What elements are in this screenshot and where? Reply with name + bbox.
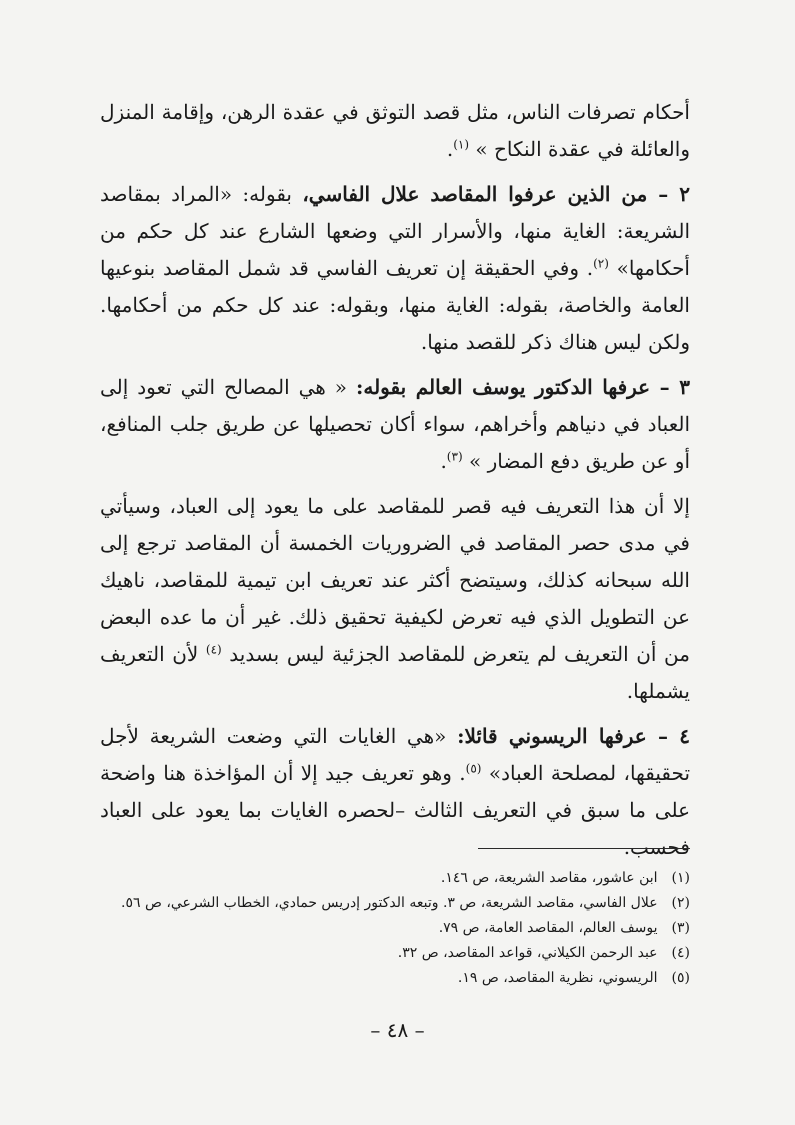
paragraph-4-text-1: إلا أن هذا التعريف فيه قصر للمقاصد على ما يعود إلى العباد، وسيأتي في مدى حصر المقاصد في الضروريات الخمسة أن المقاصد ترجع إلى الله سبحانه كذلك، وسيتضح أكثر عند تعريف ابن تيمية للمقاصد، ناهيك عن التطويل الذي فيه تعرض لكيفية تحقيق ذلك. غير أن ما عده البعض من أن التعريف لم يتعرض للمقاصد الجزئية ليس بسديد <box>100 494 690 666</box>
paragraph-2-heading: ٢ – من الذين عرفوا المقاصد علال الفاسي، <box>302 182 690 206</box>
paragraph-4 <box>100 488 690 710</box>
footnote-item <box>100 916 690 941</box>
footnote-text: ابن عاشور، مقاصد الشريعة، ص ١٤٦. <box>440 870 658 886</box>
paragraph-3-text: « هي المصالح التي تعود إلى العباد في دنياهم وأخراهم، سواء أكان تحصيلها عن طريق جلب المنافع، أو عن طريق دفع المضار » <box>100 375 690 473</box>
paragraph-5 <box>100 718 690 866</box>
footnote-number: (٥) <box>671 970 690 986</box>
paragraph-2-text-1: بقوله: «المراد بمقاصد الشريعة: الغاية منها، والأسرار التي وضعها الشارع عند كل حكم من أحكامها» <box>100 182 690 280</box>
paragraph-3-heading: ٣ – عرفها الدكتور يوسف العالم بقوله: <box>355 375 690 399</box>
paragraph-1-text: أحكام تصرفات الناس، مثل قصد التوثق في عقدة الرهن، وإقامة المنزل والعائلة في عقدة النكاح » <box>100 100 690 161</box>
paragraph-1 <box>100 94 690 168</box>
footnote-divider <box>478 848 690 849</box>
footnote-number: (٤) <box>671 945 690 961</box>
footnote-text: الريسوني، نظرية المقاصد، ص ١٩. <box>457 970 658 986</box>
footnote-text: عبد الرحمن الكيلاني، قواعد المقاصد، ص ٣٢. <box>397 945 658 961</box>
footnote-item <box>100 966 690 991</box>
footnote-ref-4: (٤) <box>205 642 222 657</box>
footnote-number: (٢) <box>671 895 690 911</box>
footnote-ref-2: (٢) <box>593 256 609 271</box>
paragraph-5-text-1: «هي الغايات التي وضعت الشريعة لأجل تحقيقها، لمصلحة العباد» <box>100 724 691 785</box>
page-number: – ٤٨ – <box>370 1018 425 1042</box>
footnote-ref-1: (١) <box>453 137 470 152</box>
paragraph-3-end: . <box>440 449 447 473</box>
footnote-item <box>100 941 690 966</box>
paragraph-5-text-2: . وهو تعريف جيد إلا أن المؤاخذة هنا واضحة على ما سبق في التعريف الثالث –لحصره الغايات بما يعود على العباد فحسب. <box>100 761 690 859</box>
paragraph-2 <box>100 176 690 361</box>
main-text <box>100 94 690 866</box>
footnote-text: علال الفاسي، مقاصد الشريعة، ص ٣. وتبعه الدكتور إدريس حمادي، الخطاب الشرعي، ص ٥٦. <box>121 895 658 911</box>
paragraph-5-heading: ٤ – عرفها الريسوني قائلا: <box>457 724 690 748</box>
footnote-ref-3: (٣) <box>446 449 463 464</box>
footnote-item <box>100 891 690 916</box>
footnote-number: (١) <box>671 870 690 886</box>
paragraph-3 <box>100 369 690 480</box>
footnote-ref-5: (٥) <box>465 761 482 776</box>
paragraph-4-text-2: لأن التعريف يشملها. <box>100 642 690 703</box>
footnotes <box>100 866 690 991</box>
paragraph-1-end: . <box>446 137 454 161</box>
footnote-number: (٣) <box>671 920 690 936</box>
footnote-text: يوسف العالم، المقاصد العامة، ص ٧٩. <box>438 920 658 936</box>
paragraph-2-text-2: . وفي الحقيقة إن تعريف الفاسي قد شمل المقاصد بنوعيها العامة والخاصة، بقوله: الغاية منها، وبقوله: عند كل حكم من أحكامها. ولكن ليس هناك ذكر للقصد منها. <box>100 256 690 354</box>
footnote-item <box>100 866 690 891</box>
